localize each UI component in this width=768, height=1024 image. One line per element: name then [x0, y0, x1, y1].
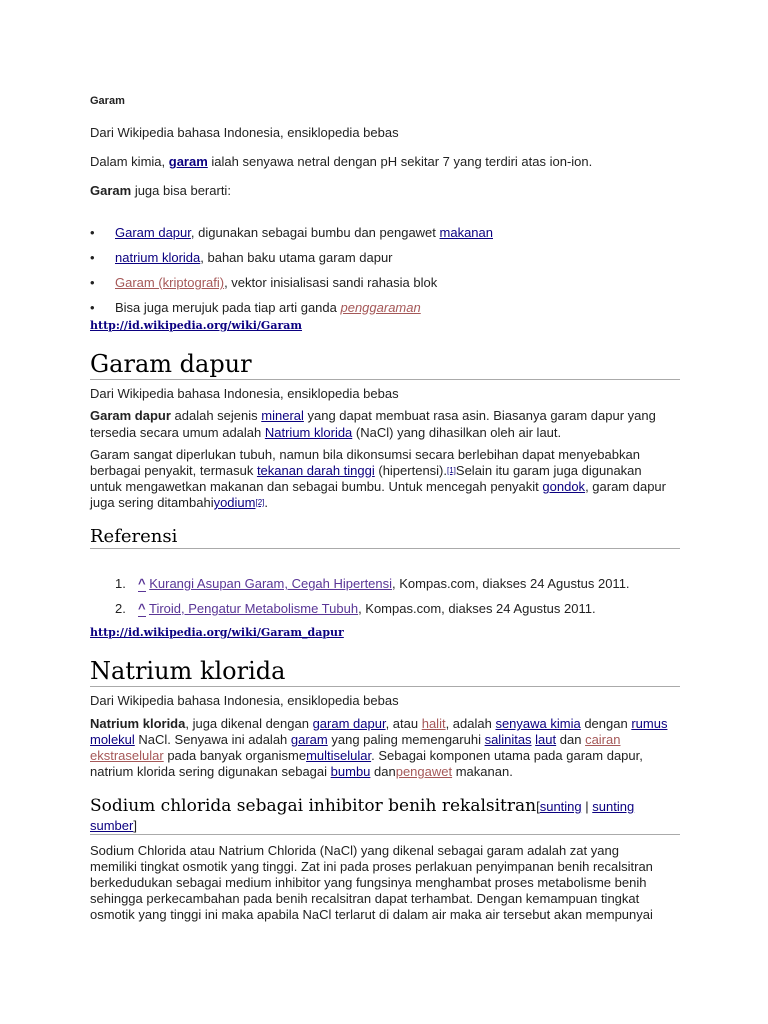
garam-dapur-p2-line4 [90, 495, 268, 511]
text: NaCl. Senyawa ini adalah [134, 732, 291, 747]
bullet-icon: • [90, 250, 95, 265]
bullet-icon: • [90, 300, 95, 315]
garam-kriptografi-link[interactable]: Garam (kriptografi) [115, 275, 225, 290]
laut-link[interactable]: laut [535, 732, 557, 747]
back-link-caret[interactable]: ^ [138, 576, 146, 591]
citation-1-link[interactable]: [1] [447, 466, 456, 475]
bold-term: Natrium klorida [90, 716, 186, 731]
page-subtitle: Dari Wikipedia bahasa Indonesia, ensiklopedia bebas [90, 125, 399, 140]
ekstraselular-link[interactable]: ekstraselular [90, 748, 164, 763]
edit-link[interactable]: sunting [539, 799, 582, 814]
text: makanan. [452, 764, 513, 779]
halit-link[interactable]: halit [421, 716, 446, 731]
pengawet-link[interactable]: pengawet [395, 764, 453, 779]
intro-paragraph [90, 154, 592, 170]
text: . Sebagai komponen utama pada garam dapur, [371, 748, 643, 763]
text: untuk mengawetkan makanan dan sebagai bumbu. Untuk mencegah penyakit [90, 479, 543, 494]
list-item-text: , digunakan sebagai bumbu dan pengawet [190, 225, 440, 240]
reference-text: , Kompas.com, diakses 24 Agustus 2011. [358, 601, 596, 616]
mineral-link[interactable]: mineral [261, 408, 304, 423]
bumbu-link[interactable]: bumbu [330, 764, 371, 779]
garam-dapur-p2-line3 [90, 479, 666, 495]
reference-text: , Kompas.com, diakses 24 Agustus 2011. [392, 576, 630, 591]
list-item-text: Bisa juga merujuk pada tiap arti ganda [115, 300, 341, 315]
edit-bracket: ] [133, 818, 137, 833]
citation-2-link[interactable]: [2] [255, 498, 265, 507]
text: (NaCl) yang dihasilkan oleh air laut. [352, 425, 562, 440]
garam-dapur-p1-line2 [90, 425, 561, 441]
reference-2-link[interactable]: Tiroid, Pengatur Metabolisme Tubuh [148, 601, 359, 616]
salinitas-link[interactable]: salinitas [484, 732, 532, 747]
source-url-garam-dapur[interactable]: http://id.wikipedia.org/wiki/Garam_dapur [90, 626, 344, 639]
bullet-icon: • [90, 275, 95, 290]
garam-dapur-link[interactable]: Garam dapur [115, 225, 191, 240]
body-line: memiliki tingkat osmotik yang tinggi. Zat ini pada proses perlakuan penyimpanan benih recalsitran [90, 859, 653, 874]
text: . [264, 495, 269, 510]
reference-number: 2. [115, 601, 126, 616]
edit-source-link-part2[interactable]: sumber [90, 818, 134, 833]
text: natrium klorida sering digunakan sebagai [90, 764, 331, 779]
text: tersedia secara umum adalah [90, 425, 265, 440]
also-means-paragraph [90, 183, 231, 199]
senyawa-kimia-link[interactable]: senyawa kimia [495, 716, 581, 731]
body-line: osmotik yang tinggi ini maka apabila NaCl terlarut di dalam air maka air tersebut akan mempunyai [90, 907, 653, 922]
text: juga sering ditambahi [90, 495, 214, 510]
source-url-garam[interactable]: http://id.wikipedia.org/wiki/Garam [90, 319, 303, 332]
penggaraman-link[interactable]: penggaraman [340, 300, 421, 315]
text: yang dapat membuat rasa asin. Biasanya garam dapur yang [303, 408, 656, 423]
text: dan [556, 732, 586, 747]
sodium-chlorida-heading: Sodium chlorida sebagai inhibitor benih rekalsitran [90, 796, 537, 816]
text: pada banyak organisme [163, 748, 307, 763]
referensi-heading: Referensi [90, 526, 680, 549]
natrium-klorida-subtitle: Dari Wikipedia bahasa Indonesia, ensiklopedia bebas [90, 693, 399, 708]
tekanan-darah-tinggi-link[interactable]: tekanan darah tinggi [256, 463, 375, 478]
gondok-link[interactable]: gondok [542, 479, 586, 494]
text: , atau [385, 716, 422, 731]
natrium-p1-line1 [90, 716, 667, 732]
list-item-text: , bahan baku utama garam dapur [200, 250, 393, 265]
molekul-link[interactable]: molekul [90, 732, 135, 747]
reference-number: 1. [115, 576, 126, 591]
body-line: berkedudukan sebagai medium inhibitor yang fungsinya menghambat proses metabolisme benih [90, 875, 647, 890]
garam-link[interactable]: garam [168, 154, 208, 169]
bold-term: Garam dapur [90, 408, 171, 423]
text: , juga dikenal dengan [185, 716, 313, 731]
text: (hipertensi). [374, 463, 447, 478]
garam-dapur-heading: Garam dapur [90, 349, 680, 380]
list-item-text: , vektor inisialisasi sandi rahasia blok [224, 275, 438, 290]
natrium-p1-line2 [90, 732, 620, 748]
intro-text-post: ialah senyawa netral dengan pH sekitar 7 yang terdiri atas ion-ion. [207, 154, 593, 169]
garam-link-2[interactable]: garam [290, 732, 328, 747]
garam-dapur-p1-line1 [90, 408, 656, 424]
natrium-p1-line3 [90, 748, 643, 764]
garam-dapur-p2-line1: Garam sangat diperlukan tubuh, namun bila dikonsumsi secara berlebihan dapat menyebabkan [90, 447, 640, 462]
body-line: Sodium Chlorida atau Natrium Chlorida (NaCl) yang dikenal sebagai garam adalah zat yang [90, 843, 619, 858]
edit-separator: | [581, 799, 593, 814]
multiselular-link[interactable]: multiselular [306, 748, 372, 763]
text: berbagai penyakit, termasuk [90, 463, 257, 478]
text: yang paling memengaruhi [327, 732, 485, 747]
section-heading-row-2 [90, 818, 680, 835]
edit-source-link-part1[interactable]: sunting [592, 799, 635, 814]
text: dan [370, 764, 396, 779]
garam-dapur-link-2[interactable]: garam dapur [312, 716, 386, 731]
text: Selain itu garam juga digunakan [455, 463, 642, 478]
text: adalah sejenis [170, 408, 262, 423]
garam-dapur-subtitle: Dari Wikipedia bahasa Indonesia, ensiklopedia bebas [90, 386, 399, 401]
makanan-link[interactable]: makanan [439, 225, 493, 240]
also-bold: Garam [90, 183, 132, 198]
reference-1-link[interactable]: Kurangi Asupan Garam, Cegah Hipertensi [149, 576, 393, 591]
back-link-caret[interactable]: ^ [138, 601, 146, 616]
edit-bracket: [ [536, 799, 540, 814]
yodium-link[interactable]: yodium [213, 495, 256, 510]
text: , garam dapur [585, 479, 666, 494]
text: dengan [580, 716, 632, 731]
also-rest: juga bisa berarti: [131, 183, 231, 198]
garam-dapur-p2-line2 [90, 463, 642, 479]
cairan-link[interactable]: cairan [585, 732, 621, 747]
natrium-klorida-link[interactable]: natrium klorida [115, 250, 201, 265]
natrium-klorida-link-2[interactable]: Natrium klorida [264, 425, 353, 440]
rumus-link[interactable]: rumus [631, 716, 668, 731]
natrium-klorida-heading: Natrium klorida [90, 656, 680, 687]
natrium-p1-line4 [90, 764, 513, 780]
page-title: Garam [90, 95, 125, 107]
section-heading-row [90, 796, 634, 816]
bullet-icon: • [90, 225, 95, 240]
body-line: sehingga perkecambahan pada benih recalsitran dapat terhambat. Dengan kemampuan tingkat [90, 891, 640, 906]
intro-text-pre: Dalam kimia, [90, 154, 169, 169]
text: , adalah [445, 716, 496, 731]
